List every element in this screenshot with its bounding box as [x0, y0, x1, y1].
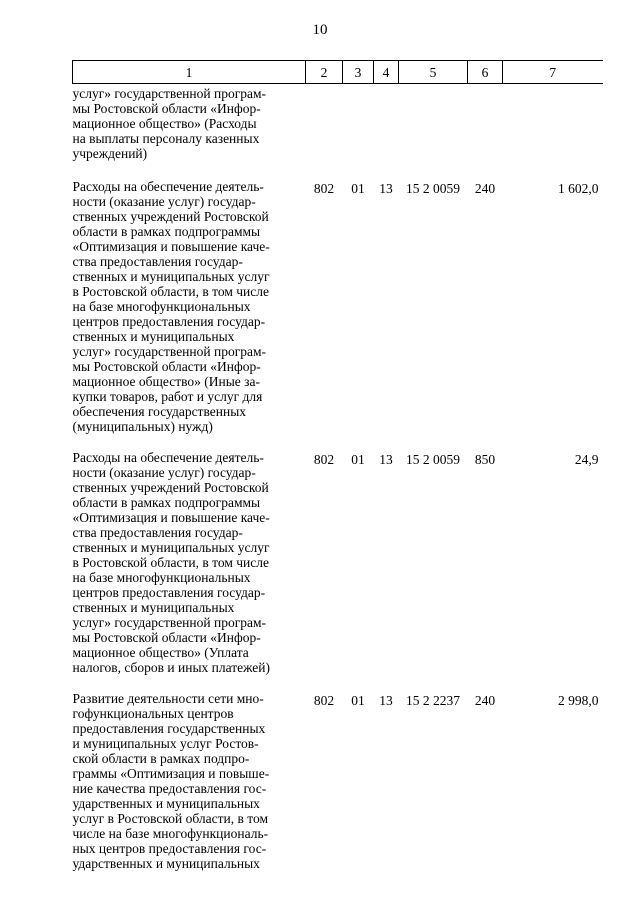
row-ministry-code: 802	[313, 181, 335, 196]
continuation-row	[73, 84, 603, 180]
row-section-code: 01	[351, 693, 365, 708]
row-subsection-code: 13	[379, 181, 393, 196]
table-header	[73, 61, 603, 84]
row-amount: 24,9	[574, 452, 599, 467]
budget-table	[72, 60, 603, 887]
table-row	[73, 179, 603, 450]
table-row	[73, 691, 603, 887]
row-target-article: 15 2 0059	[406, 181, 460, 196]
header-col-2: 2	[306, 61, 343, 84]
header-row	[73, 61, 603, 84]
table-row	[73, 450, 603, 691]
row-subsection-code: 13	[379, 693, 393, 708]
page-number: 10	[312, 22, 328, 38]
row-target-article: 15 2 0059	[406, 452, 460, 467]
header-col-6: 6	[468, 61, 503, 84]
row-expense-type: 850	[474, 452, 496, 467]
row-description: Расходы на обеспечение деятель- ности (оказание услуг) государ- ственных учреждений Ростовской области в рамках подпрограммы «Оптимизация и повышение каче- ства предоставления государ- ственных и муниципальных услуг в Ростовской области, в том числе на базе многофункциональных центров предоставления государ- ственных и муниципальных услуг» государственной програм- мы Ростовской области «Инфор- мационное общество» (Иные за- купки товаров, работ и услуг для обеспечения государственных (муниципальных) нужд)	[72, 179, 270, 434]
header-col-7: 7	[503, 61, 603, 84]
row-expense-type: 240	[474, 181, 496, 196]
row-subsection-code: 13	[379, 452, 393, 467]
row-ministry-code: 802	[313, 452, 335, 467]
row-description: Развитие деятельности сети мно- гофункциональных центров предоставления государственных и муниципальных услуг Ростов- ской области в рамках подпро- граммы «Оптимизация и повыше- ние качества предоставления гос- ударственных и муниципальных услуг в Ростовской области, в том числе на базе многофункциональ- ных центров предоставления гос- ударственных и муниципальных	[72, 691, 270, 871]
row-section-code: 01	[351, 181, 365, 196]
row-section-code: 01	[351, 452, 365, 467]
table-body	[73, 84, 603, 888]
header-col-3: 3	[343, 61, 374, 84]
row-description: Расходы на обеспечение деятель- ности (оказание услуг) государ- ственных учреждений Ростовской области в рамках подпрограммы «Оптимизация и повышение каче- ства предоставления государ- ственных и муниципальных услуг в Ростовской области, в том числе на базе многофункциональных центров предоставления государ- ственных и муниципальных услуг» государственной програм- мы Ростовской области «Инфор- мационное общество» (Уплата налогов, сборов и иных платежей)	[72, 450, 271, 675]
header-col-1: 1	[73, 61, 306, 84]
continuation-text: услуг» государственной програм- мы Ростовской области «Инфор- мационное общество» (Расходы на выплаты персоналу казенных учреждений)	[72, 86, 267, 161]
row-expense-type: 240	[474, 693, 496, 708]
row-ministry-code: 802	[313, 693, 335, 708]
row-target-article: 15 2 2237	[406, 693, 460, 708]
header-col-5: 5	[399, 61, 468, 84]
header-col-4: 4	[374, 61, 399, 84]
row-amount: 2 998,0	[558, 693, 599, 708]
row-amount: 1 602,0	[558, 181, 599, 196]
